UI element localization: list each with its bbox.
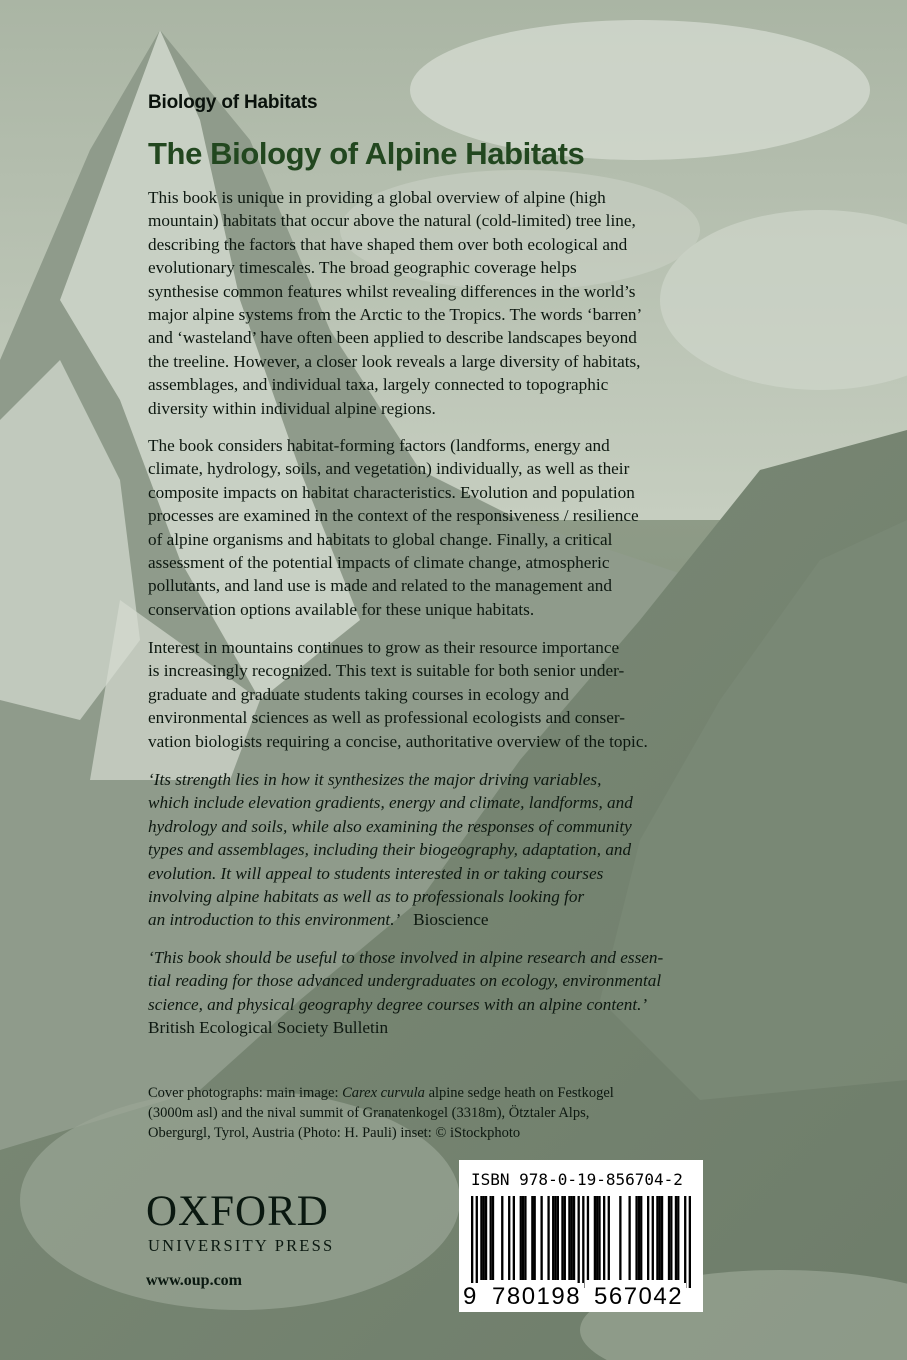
text-line: the treeline. However, a closer look reveals a large diversity of habitats, [148, 351, 641, 371]
review-quote-bioscience [148, 768, 760, 932]
barcode-bar [628, 1196, 630, 1280]
barcode-bar [513, 1196, 515, 1280]
credit-line: (3000m asl) and the nival summit of Granatenkogel (3318m), Ötztaler Alps, [148, 1105, 590, 1121]
barcode-bar [522, 1196, 524, 1280]
text-line: vation biologists requiring a concise, authoritative overview of the topic. [148, 731, 648, 751]
barcode-icon [471, 1196, 691, 1288]
barcode-bar [568, 1196, 570, 1280]
barcode-bar [596, 1196, 598, 1280]
barcode-bar [594, 1196, 596, 1280]
barcode-bar [471, 1196, 473, 1288]
barcode-bar [598, 1196, 600, 1280]
barcode-bar [561, 1196, 563, 1280]
text-line: climate, hydrology, soils, and vegetation) individually, as well as their [148, 459, 630, 479]
text-line: mountain) habitats that occur above the natural (cold-limited) tree line, [148, 211, 636, 231]
text-line: assemblages, and individual taxa, largely connected to topographic [148, 375, 609, 395]
barcode-bar [659, 1196, 661, 1280]
barcode-bar [508, 1196, 510, 1280]
barcode-bar [638, 1196, 640, 1280]
species-name: Carex curvula [342, 1085, 425, 1101]
isbn-number: ISBN 978-0-19-856704-2 [471, 1170, 683, 1189]
barcode-bar [582, 1196, 584, 1288]
barcode-bar [608, 1196, 610, 1280]
barcode-bar [492, 1196, 494, 1280]
barcode-bar [520, 1196, 522, 1280]
text-line: This book is unique in providing a global overview of alpine (high [148, 188, 606, 207]
series-title: Biology of Habitats [148, 92, 318, 113]
barcode-bar [552, 1196, 554, 1280]
barcode-bar [547, 1196, 549, 1280]
quote-last-line [148, 908, 760, 931]
text-line: composite impacts on habitat characteristics. Evolution and population [148, 482, 635, 502]
barcode-bar [668, 1196, 670, 1280]
barcode-bar [534, 1196, 536, 1280]
barcode-bar [661, 1196, 663, 1280]
publisher-logo: OXFORD [146, 1188, 329, 1235]
text-line: diversity within individual alpine regions. [148, 398, 436, 418]
book-title: The Biology of Alpine Habitats [148, 136, 585, 171]
ean-digits [459, 1283, 703, 1311]
barcode-bar [656, 1196, 658, 1280]
text-line: conservation options available for these unique habitats. [148, 599, 535, 619]
barcode-bar [578, 1196, 580, 1288]
cover-photo-credits [148, 1083, 748, 1143]
text-line: graduate and graduate students taking courses in ecology and [148, 684, 569, 704]
text-line: evolutionary timescales. The broad geographic coverage helps [148, 258, 577, 278]
barcode-bar [531, 1196, 533, 1280]
text-line: is increasingly recognized. This text is suitable for both senior under- [148, 661, 625, 681]
barcode-bar [677, 1196, 679, 1280]
quote-line: evolution. It will appeal to students interested in or taking courses [148, 863, 604, 883]
barcode-bar [675, 1196, 677, 1280]
text-line: of alpine organisms and habitats to global change. Finally, a critical [148, 529, 613, 549]
description-paragraph-3 [148, 636, 760, 753]
barcode-bar [619, 1196, 621, 1280]
credit-line [148, 1083, 748, 1103]
quote-line: involving alpine habitats as well as to professionals looking for [148, 887, 585, 907]
description-paragraph-1 [148, 186, 760, 420]
ean-right-group: 567042 [591, 1283, 686, 1311]
barcode-bar [647, 1196, 649, 1280]
text-line: environmental sciences as well as professional ecologists and conser- [148, 708, 625, 728]
barcode-bar [557, 1196, 559, 1280]
ean-lead-digit: 9 [463, 1283, 477, 1310]
barcode-bar [587, 1196, 589, 1280]
text-line: assessment of the potential impacts of climate change, atmospheric [148, 553, 610, 573]
barcode-bar [573, 1196, 575, 1280]
quote-line: an introduction to this environment.’ [148, 910, 401, 930]
barcode-bar [564, 1196, 566, 1280]
text-line: Interest in mountains continues to grow as their resource importance [148, 638, 620, 657]
barcode-bar [670, 1196, 672, 1280]
quote-source: Bioscience [413, 910, 489, 930]
ean-left-group: 780198 [489, 1283, 584, 1311]
barcode-bar [684, 1196, 686, 1288]
quote-line: science, and physical geography degree courses with an alpine content.’ [148, 994, 648, 1014]
quote-line: which include elevation gradients, energy and climate, landforms, and [148, 793, 633, 813]
text-line: describing the factors that have shaped them over both ecological and [148, 234, 628, 254]
description-paragraph-2 [148, 434, 760, 621]
barcode-bar [490, 1196, 492, 1280]
barcode-bar [483, 1196, 485, 1280]
barcode-bar [554, 1196, 556, 1280]
review-quote-bes [148, 946, 760, 1040]
barcode-bar [501, 1196, 503, 1280]
quote-line: hydrology and soils, while also examining the responses of community [148, 816, 632, 836]
barcode-bar [540, 1196, 542, 1280]
text-line: pollutants, and land use is made and related to the management and [148, 576, 612, 596]
text-line: processes are examined in the context of the responsiveness / resilience [148, 506, 639, 526]
text-line: synthesise common features whilst revealing differences in the world’s [148, 281, 636, 301]
publisher-url: www.oup.com [146, 1272, 243, 1289]
barcode-bar [524, 1196, 526, 1280]
credit-line: Obergurgl, Tyrol, Austria (Photo: H. Pauli) inset: © iStockphoto [148, 1125, 521, 1141]
barcode-bar [652, 1196, 654, 1280]
credit-rest: alpine sedge heath on Festkogel [428, 1085, 614, 1101]
text-line: major alpine systems from the Arctic to the Tropics. The words ‘barren’ [148, 305, 643, 325]
barcode-bar [689, 1196, 691, 1288]
quote-line: ‘Its strength lies in how it synthesizes the major driving variables, [148, 770, 602, 789]
text-line: and ‘wasteland’ have often been applied to describe landscapes beyond [148, 328, 637, 348]
publisher-subtitle: UNIVERSITY PRESS [148, 1236, 335, 1255]
credit-prefix: Cover photographs: main image: [148, 1085, 339, 1101]
barcode-bar [476, 1196, 478, 1288]
quote-line: ‘This book should be useful to those involved in alpine research and essen- [148, 948, 664, 967]
text-line: The book considers habitat-forming factors (landforms, energy and [148, 436, 610, 455]
quote-source: British Ecological Society Bulletin [148, 1018, 389, 1038]
quote-line: types and assemblages, including their biogeography, adaptation, and [148, 840, 632, 860]
barcode-bar [603, 1196, 605, 1280]
quote-line: tial reading for those advanced undergraduates on ecology, environmental [148, 971, 662, 991]
barcode-bar [480, 1196, 482, 1280]
barcode-bar [571, 1196, 573, 1280]
barcode-bar [640, 1196, 642, 1280]
barcode-bar [635, 1196, 637, 1280]
barcode-bar [485, 1196, 487, 1280]
